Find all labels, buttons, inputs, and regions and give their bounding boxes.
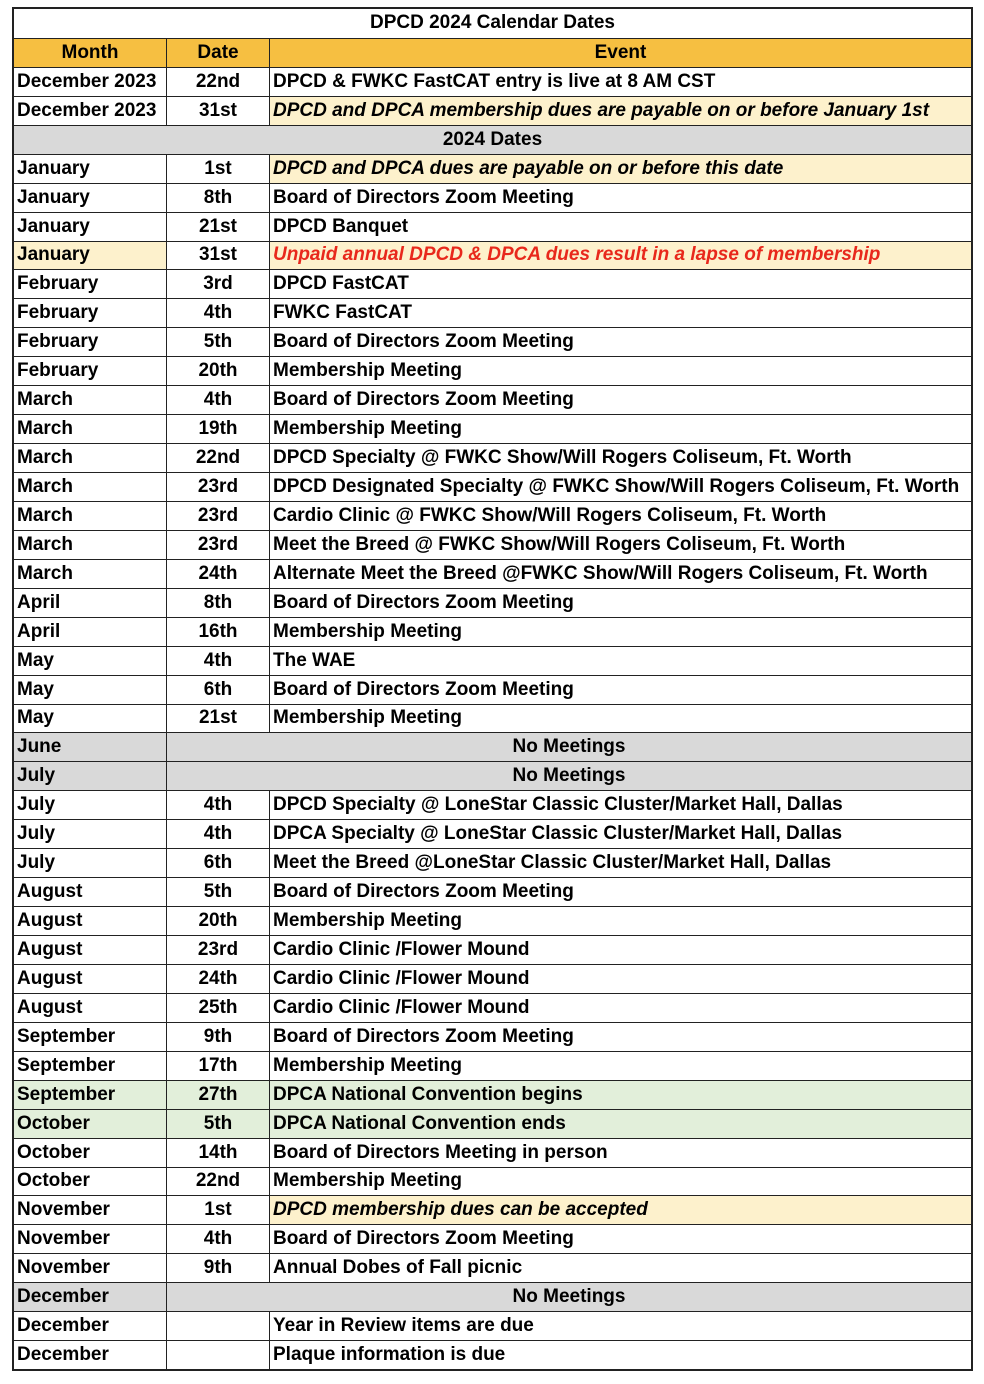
month-cell: April bbox=[14, 618, 167, 646]
month-cell: August bbox=[14, 878, 167, 906]
month-cell: January bbox=[14, 213, 167, 241]
table-row bbox=[14, 241, 971, 270]
event-cell: Meet the Breed @LoneStar Classic Cluster/Market Hall, Dallas bbox=[273, 852, 832, 874]
event-cell: DPCA National Convention begins bbox=[273, 1083, 583, 1105]
table-row bbox=[14, 559, 971, 588]
date-cell: 4th bbox=[167, 299, 270, 327]
date-cell: 23rd bbox=[167, 502, 270, 530]
header-event: Event bbox=[594, 41, 647, 63]
date-cell: 8th bbox=[167, 184, 270, 212]
date-cell: 19th bbox=[167, 415, 270, 443]
month-cell: October bbox=[14, 1168, 167, 1196]
month-cell: December 2023 bbox=[14, 97, 167, 125]
date-cell: 27th bbox=[167, 1081, 270, 1109]
month-cell: October bbox=[14, 1110, 167, 1138]
event-cell: Year in Review items are due bbox=[273, 1315, 534, 1337]
table-row bbox=[14, 935, 971, 964]
date-cell: 22nd bbox=[167, 444, 270, 472]
event-cell: Board of Directors Zoom Meeting bbox=[273, 389, 574, 411]
table-row bbox=[14, 443, 971, 472]
table-row bbox=[14, 327, 971, 356]
table-row bbox=[14, 1195, 971, 1224]
date-cell: 4th bbox=[167, 647, 270, 675]
date-cell: 20th bbox=[167, 357, 270, 385]
date-cell: 22nd bbox=[167, 68, 270, 96]
event-cell: Board of Directors Meeting in person bbox=[273, 1141, 608, 1163]
month-cell: May bbox=[14, 676, 167, 704]
event-cell: Membership Meeting bbox=[273, 418, 462, 440]
table-row bbox=[14, 964, 971, 993]
calendar-table bbox=[12, 7, 973, 1371]
date-cell: 21st bbox=[167, 213, 270, 241]
month-cell: December bbox=[14, 1283, 167, 1311]
month-cell: September bbox=[14, 1081, 167, 1109]
month-cell: April bbox=[14, 589, 167, 617]
no-meetings-cell: No Meetings bbox=[167, 1283, 971, 1311]
date-cell: 4th bbox=[167, 820, 270, 848]
date-cell: 23rd bbox=[167, 531, 270, 559]
event-cell: Membership Meeting bbox=[273, 707, 462, 729]
event-cell: Board of Directors Zoom Meeting bbox=[273, 1025, 574, 1047]
event-cell: Cardio Clinic /Flower Mound bbox=[273, 967, 530, 989]
month-cell: January bbox=[14, 155, 167, 183]
header-month: Month bbox=[14, 39, 167, 67]
date-cell bbox=[167, 1341, 270, 1369]
month-cell: December bbox=[14, 1312, 167, 1340]
event-cell: Membership Meeting bbox=[273, 910, 462, 932]
date-cell: 16th bbox=[167, 618, 270, 646]
date-cell: 3rd bbox=[167, 270, 270, 298]
date-cell: 31st bbox=[167, 242, 270, 270]
month-cell: July bbox=[14, 820, 167, 848]
pre-2024-rows bbox=[14, 67, 971, 125]
table-row bbox=[14, 1138, 971, 1167]
event-cell: Annual Dobes of Fall picnic bbox=[273, 1257, 523, 1279]
table-row bbox=[14, 761, 971, 790]
event-cell: Board of Directors Zoom Meeting bbox=[273, 1228, 574, 1250]
table-row bbox=[14, 1167, 971, 1196]
month-cell: May bbox=[14, 647, 167, 675]
month-cell: July bbox=[14, 762, 167, 790]
date-cell: 23rd bbox=[167, 936, 270, 964]
date-cell: 21st bbox=[167, 705, 270, 733]
calendar-rows bbox=[14, 154, 971, 1369]
table-row bbox=[14, 472, 971, 501]
table-row bbox=[14, 675, 971, 704]
date-cell: 20th bbox=[167, 907, 270, 935]
table-row bbox=[14, 183, 971, 212]
event-cell: Board of Directors Zoom Meeting bbox=[273, 186, 574, 208]
table-row bbox=[14, 269, 971, 298]
table-row bbox=[14, 732, 971, 761]
event-cell: Membership Meeting bbox=[273, 360, 462, 382]
event-cell: Membership Meeting bbox=[273, 620, 462, 642]
month-cell: November bbox=[14, 1225, 167, 1253]
date-cell: 25th bbox=[167, 994, 270, 1022]
date-cell: 4th bbox=[167, 386, 270, 414]
date-cell: 4th bbox=[167, 791, 270, 819]
month-cell: March bbox=[14, 386, 167, 414]
table-row bbox=[14, 1311, 971, 1340]
table-row bbox=[14, 877, 971, 906]
date-cell: 24th bbox=[167, 965, 270, 993]
event-cell: Cardio Clinic /Flower Mound bbox=[273, 938, 530, 960]
date-cell: 4th bbox=[167, 1225, 270, 1253]
month-cell: July bbox=[14, 791, 167, 819]
event-cell: Board of Directors Zoom Meeting bbox=[273, 591, 574, 613]
month-cell: September bbox=[14, 1052, 167, 1080]
event-cell: DPCD & FWKC FastCAT entry is live at 8 AM CST bbox=[273, 70, 716, 92]
event-cell: The WAE bbox=[273, 649, 356, 671]
event-cell: Meet the Breed @ FWKC Show/Will Rogers Coliseum, Ft. Worth bbox=[273, 533, 846, 555]
event-cell: DPCD FastCAT bbox=[273, 273, 409, 295]
header-date: Date bbox=[167, 39, 270, 67]
month-cell: March bbox=[14, 531, 167, 559]
event-cell: Board of Directors Zoom Meeting bbox=[273, 881, 574, 903]
event-cell: Board of Directors Zoom Meeting bbox=[273, 331, 574, 353]
date-cell: 9th bbox=[167, 1023, 270, 1051]
table-row bbox=[14, 298, 971, 327]
table-row bbox=[14, 501, 971, 530]
date-cell: 22nd bbox=[167, 1168, 270, 1196]
table-row bbox=[14, 1224, 971, 1253]
event-cell: DPCA Specialty @ LoneStar Classic Cluster/Market Hall, Dallas bbox=[273, 823, 843, 845]
month-cell: May bbox=[14, 705, 167, 733]
table-row bbox=[14, 212, 971, 241]
month-cell: June bbox=[14, 733, 167, 761]
date-cell: 31st bbox=[167, 97, 270, 125]
date-cell: 17th bbox=[167, 1052, 270, 1080]
event-cell: Alternate Meet the Breed @FWKC Show/Will Rogers Coliseum, Ft. Worth bbox=[273, 562, 928, 584]
event-cell: Membership Meeting bbox=[273, 1170, 462, 1192]
month-cell: September bbox=[14, 1023, 167, 1051]
month-cell: March bbox=[14, 473, 167, 501]
date-cell: 24th bbox=[167, 560, 270, 588]
date-cell bbox=[167, 1312, 270, 1340]
event-cell: DPCD and DPCA dues are payable on or before this date bbox=[270, 155, 971, 183]
table-row bbox=[14, 385, 971, 414]
event-cell: DPCD membership dues can be accepted bbox=[270, 1196, 971, 1224]
table-row bbox=[14, 646, 971, 675]
event-cell: Board of Directors Zoom Meeting bbox=[273, 678, 574, 700]
month-cell: February bbox=[14, 299, 167, 327]
event-cell: DPCD and DPCA membership dues are payable on or before January 1st bbox=[270, 97, 971, 125]
month-cell: November bbox=[14, 1254, 167, 1282]
month-cell: February bbox=[14, 328, 167, 356]
event-cell: Cardio Clinic /Flower Mound bbox=[273, 996, 530, 1018]
month-cell: February bbox=[14, 270, 167, 298]
date-cell: 1st bbox=[167, 155, 270, 183]
event-cell: DPCA National Convention ends bbox=[273, 1112, 566, 1134]
event-cell: Unpaid annual DPCD & DPCA dues result in a lapse of membership bbox=[270, 242, 971, 270]
table-row bbox=[14, 993, 971, 1022]
event-cell: Membership Meeting bbox=[273, 1054, 462, 1076]
month-cell: August bbox=[14, 936, 167, 964]
table-row bbox=[14, 1282, 971, 1311]
section-label: 2024 Dates bbox=[442, 128, 543, 150]
month-cell: March bbox=[14, 444, 167, 472]
no-meetings-cell: No Meetings bbox=[167, 733, 971, 761]
table-row bbox=[14, 704, 971, 733]
table-row bbox=[14, 819, 971, 848]
month-cell: March bbox=[14, 560, 167, 588]
date-cell: 6th bbox=[167, 676, 270, 704]
event-cell: Cardio Clinic @ FWKC Show/Will Rogers Coliseum, Ft. Worth bbox=[273, 504, 827, 526]
table-row bbox=[14, 96, 971, 125]
date-cell: 8th bbox=[167, 589, 270, 617]
month-cell: November bbox=[14, 1196, 167, 1224]
month-cell: January bbox=[14, 184, 167, 212]
event-cell: DPCD Designated Specialty @ FWKC Show/Will Rogers Coliseum, Ft. Worth bbox=[273, 475, 960, 497]
date-cell: 5th bbox=[167, 1110, 270, 1138]
month-cell: February bbox=[14, 357, 167, 385]
table-title-row bbox=[14, 9, 971, 38]
date-cell: 1st bbox=[167, 1196, 270, 1224]
month-cell: July bbox=[14, 849, 167, 877]
event-cell: DPCD Specialty @ FWKC Show/Will Rogers Coliseum, Ft. Worth bbox=[273, 447, 852, 469]
month-cell: March bbox=[14, 415, 167, 443]
table-row bbox=[14, 67, 971, 96]
event-cell: Plaque information is due bbox=[273, 1344, 506, 1366]
date-cell: 23rd bbox=[167, 473, 270, 501]
month-cell: August bbox=[14, 994, 167, 1022]
event-cell: DPCD Banquet bbox=[273, 215, 409, 237]
table-row bbox=[14, 1022, 971, 1051]
date-cell: 5th bbox=[167, 328, 270, 356]
table-row bbox=[14, 906, 971, 935]
month-cell: January bbox=[14, 242, 167, 270]
event-cell: DPCD Specialty @ LoneStar Classic Cluster/Market Hall, Dallas bbox=[273, 794, 843, 816]
no-meetings-cell: No Meetings bbox=[167, 762, 971, 790]
table-row bbox=[14, 1109, 971, 1138]
table-row bbox=[14, 617, 971, 646]
table-row bbox=[14, 1253, 971, 1282]
table-row bbox=[14, 848, 971, 877]
table-row bbox=[14, 790, 971, 819]
month-cell: December 2023 bbox=[14, 68, 167, 96]
section-row bbox=[14, 125, 971, 154]
table-row bbox=[14, 1080, 971, 1109]
month-cell: March bbox=[14, 502, 167, 530]
month-cell: August bbox=[14, 907, 167, 935]
table-row bbox=[14, 530, 971, 559]
table-title: DPCD 2024 Calendar Dates bbox=[370, 12, 615, 34]
date-cell: 5th bbox=[167, 878, 270, 906]
table-row bbox=[14, 1051, 971, 1080]
month-cell: December bbox=[14, 1341, 167, 1369]
date-cell: 9th bbox=[167, 1254, 270, 1282]
header-row bbox=[14, 38, 971, 67]
table-row bbox=[14, 1340, 971, 1369]
table-row bbox=[14, 414, 971, 443]
date-cell: 6th bbox=[167, 849, 270, 877]
event-cell: FWKC FastCAT bbox=[273, 302, 412, 324]
table-row bbox=[14, 154, 971, 183]
table-row bbox=[14, 356, 971, 385]
table-row bbox=[14, 588, 971, 617]
month-cell: August bbox=[14, 965, 167, 993]
date-cell: 14th bbox=[167, 1139, 270, 1167]
month-cell: October bbox=[14, 1139, 167, 1167]
